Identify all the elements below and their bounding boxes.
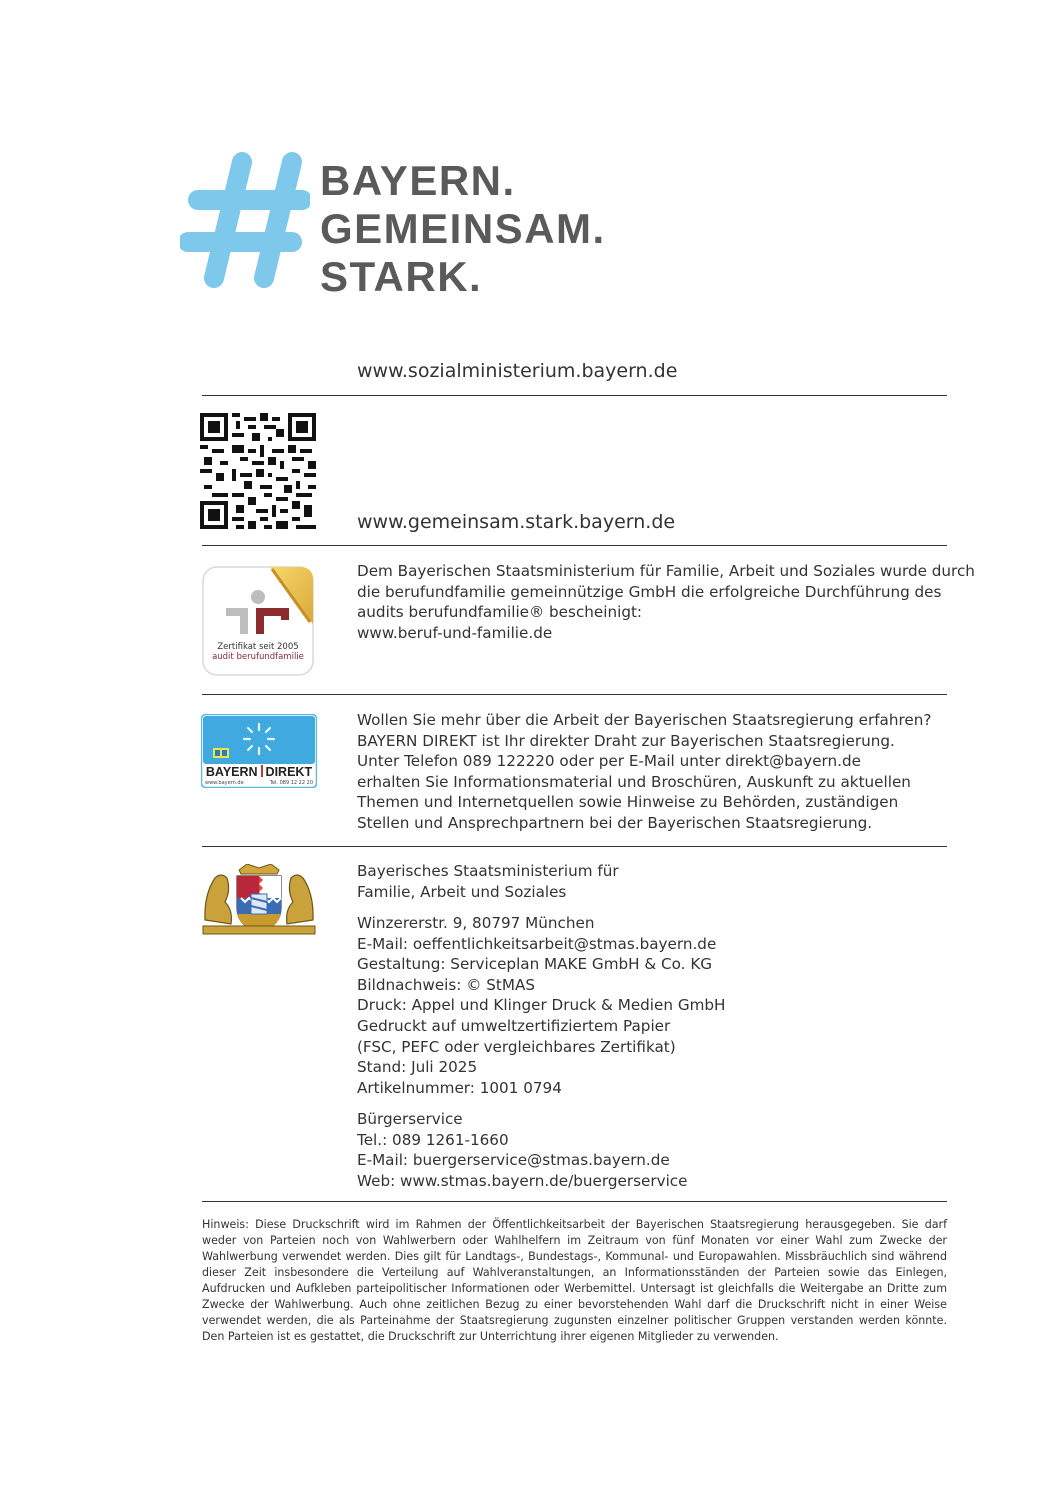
- divider: [202, 545, 947, 546]
- imprint-date: Stand: Juli 2025: [357, 1058, 478, 1077]
- slogan-line-1: BAYERN.: [320, 157, 516, 204]
- berufundfamilie-certificate-badge: [202, 566, 316, 678]
- ministry-url-link[interactable]: www.sozialministerium.bayern.de: [357, 360, 678, 382]
- divider: [202, 1201, 947, 1202]
- divider: [202, 395, 947, 396]
- bayern-direkt-logo: [201, 714, 317, 788]
- bayern-direkt-small-phone: Tel. 089 12 22 20: [269, 780, 313, 786]
- certificate-badge-caption: [202, 642, 314, 662]
- divider: [202, 694, 947, 695]
- ministry-name: [357, 861, 619, 902]
- campaign-url-link[interactable]: www.gemeinsam.stark.bayern.de: [357, 511, 676, 533]
- bayern-direkt-text-line: Unter Telefon 089 122220 oder per E-Mail unter direkt@bayern.de: [357, 752, 861, 771]
- slogan: [320, 157, 606, 301]
- bayern-direkt-text-line: erhalten Sie Informationsmaterial und Broschüren, Auskunft zu aktuellen: [357, 772, 911, 791]
- certificate-text-line: audits berufundfamilie® bescheinigt:: [357, 603, 643, 622]
- imprint-address: Winzererstr. 9, 80797 München: [357, 914, 595, 932]
- citizen-service-title: Bürgerservice: [357, 1110, 463, 1128]
- bayern-direkt-text-line: BAYERN DIREKT ist Ihr direkter Draht zur Bayerischen Staatsregierung.: [357, 731, 895, 750]
- ministry-name-line: Bayerisches Staatsministerium für: [357, 862, 619, 880]
- imprint-design: Gestaltung: Serviceplan MAKE GmbH & Co. KG: [357, 955, 713, 974]
- bayern-direkt-word-right: DIREKT: [265, 765, 313, 779]
- bayern-direkt-wordmark: [201, 765, 317, 779]
- ministry-name-line: Familie, Arbeit und Soziales: [357, 882, 567, 901]
- citizen-service-phone[interactable]: Tel.: 089 1261-1660: [357, 1130, 509, 1149]
- slogan-line-3: STARK.: [320, 253, 483, 300]
- bayern-direkt-small-line: [205, 780, 313, 786]
- certificate-caption-line-2: audit berufundfamilie: [212, 652, 304, 662]
- qr-code[interactable]: [200, 413, 316, 529]
- imprint-article-number: Artikelnummer: 1001 0794: [357, 1078, 562, 1097]
- imprint-printer: Druck: Appel und Klinger Druck & Medien GmbH: [357, 996, 726, 1015]
- certificate-text-line: die berufundfamilie gemeinnützige GmbH die erfolgreiche Durchführung des: [357, 582, 942, 601]
- beruf-und-familie-link[interactable]: www.beruf-und-familie.de: [357, 623, 553, 642]
- legal-disclaimer: Hinweis: Diese Druckschrift wird im Rahmen der Öffentlichkeitsarbeit der Bayerischen Staatsregierung herausgegeben. Sie darf weder von Parteien noch von Wahlwerbern oder Wahlhelfern im Zeitraum von fünf Monaten vor einer Wahl zum Zwecke der Wahlwerbung verwendet werden. Dies gilt für Landtags-, Bundestags-, Kommunal- und Europawahlen. Missbräuchlich sind während dieser Zeit insbesondere die Verteilung auf Wahlveranstaltungen, an Informationsständen der Parteien sowie das Einlegen, Aufdrucken und Aufkleben parteipolitischer Informationen oder Werbemittel. Untersagt ist gleichfalls die Weitergabe an Dritte zum Zwecke der Wahlwerbung. Auch ohne zeitlichen Bezug zu einer bevorstehenden Wahl darf die Druckschrift nicht in einer Weise verwendet werden, die als Parteinahme der Staatsregierung zugunsten einzelner politischer Gruppen verstanden werden könnte. Den Parteien ist es gestattet, die Druckschrift zur Unterrichtung ihrer eigenen Mitglieder zu verwenden.: [202, 1218, 947, 1343]
- wordmark-separator: [261, 765, 263, 777]
- imprint-email[interactable]: E-Mail: oeffentlichkeitsarbeit@stmas.bayern.de: [357, 934, 717, 953]
- imprint-paper-certificate: (FSC, PEFC oder vergleichbares Zertifikat): [357, 1037, 676, 1056]
- divider: [202, 846, 947, 847]
- bayern-direkt-text: [357, 710, 931, 834]
- certificate-text-line: Dem Bayerischen Staatsministerium für Familie, Arbeit und Soziales wurde durch: [357, 562, 975, 580]
- bayern-direkt-small-url: www.bayern.de: [205, 780, 244, 786]
- bayern-direkt-word-left: BAYERN: [205, 765, 258, 779]
- bavarian-coat-of-arms-icon: [201, 864, 317, 936]
- citizen-service: [357, 1109, 688, 1191]
- hashtag-logo-icon: [180, 150, 310, 290]
- citizen-service-email[interactable]: E-Mail: buergerservice@stmas.bayern.de: [357, 1151, 670, 1170]
- certificate-caption-line-1: Zertifikat seit 2005: [217, 642, 299, 652]
- citizen-service-web[interactable]: Web: www.stmas.bayern.de/buergerservice: [357, 1171, 688, 1190]
- certificate-text: [357, 561, 975, 643]
- slogan-line-2: GEMEINSAM.: [320, 205, 606, 252]
- imprint-image-credit: Bildnachweis: © StMAS: [357, 975, 535, 994]
- bayern-direkt-text-line: Stellen und Ansprechpartnern bei der Bayerischen Staatsregierung.: [357, 813, 873, 832]
- bayern-direkt-text-line: Themen und Internetquellen sowie Hinweise zu Behörden, zuständigen: [357, 793, 899, 812]
- imprint-details: [357, 913, 725, 1098]
- bayern-direkt-text-line: Wollen Sie mehr über die Arbeit der Bayerischen Staatsregierung erfahren?: [357, 711, 932, 729]
- imprint-paper: Gedruckt auf umweltzertifiziertem Papier: [357, 1016, 671, 1035]
